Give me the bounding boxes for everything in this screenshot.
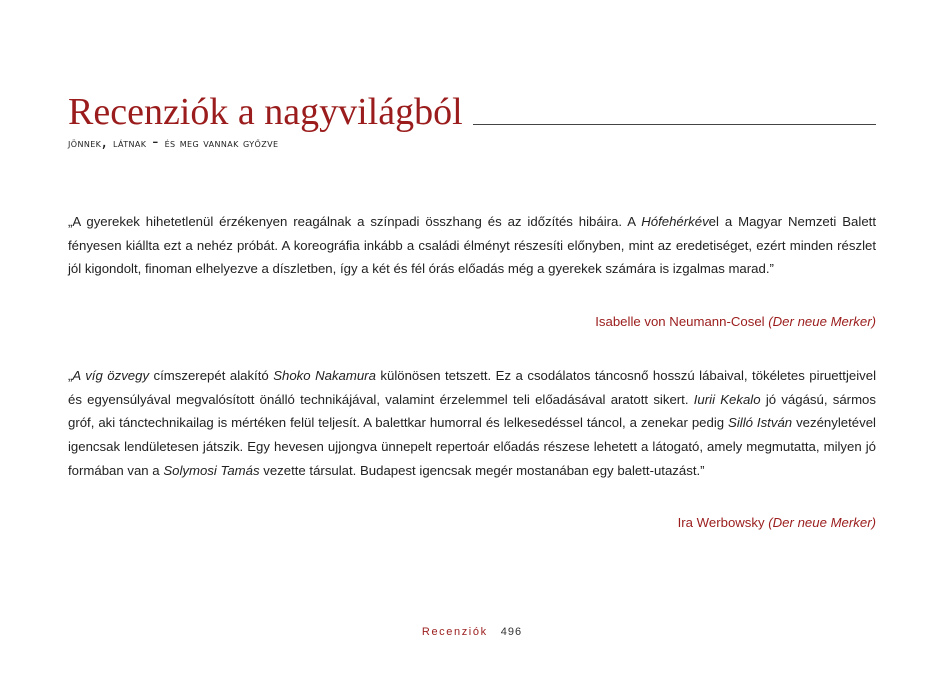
review2-name-sillo: Silló István [728,415,793,431]
subtitle-dash: - [146,132,165,152]
review2-title-vig-ozvegy: A víg özvegy [72,368,150,383]
review1-source: (Der neue Merker) [768,314,876,329]
review2-text-5: vezényletével igencsak lendületesen játszik. Egy hevesen ujjongva ünnepelt repertoár előadás részese lehetett a látogató, amely megmutatta, milyen jó formában van a [68,415,876,478]
review2-name-kekalo: Iurii Kekalo [693,391,761,407]
review2-text-4: jó vágású, sármos gróf, aki tánctechnikailag is mértéken felül teljesít. A balettkar humorral és lelkesedéssel táncol, a zenekar pedig [68,391,876,431]
page-footer [0,626,944,638]
page-title: Recenziók a nagyvilágból [68,91,463,133]
review2-text-3: különösen tetszett. Ez a csodálatos táncosnő hosszú lábaival, tökéletes piruettjeivel és egyensúlyával megvalósított önálló technikájával, valamint érzelemmel teli előadásával aratott sikert. [68,368,877,407]
review2-name-nakamura: Shoko Nakamura [273,368,376,383]
footer-section-name: Recenziók [421,626,488,638]
subtitle-part-3: és meg vannak győzve [164,136,279,150]
subtitle-part-1: jönnek [68,136,102,150]
review1-text-1: „A gyerekek hihetetlenül érzékenyen reagálnak a színpadi összhang és az időzítés hibáira. A [68,214,642,229]
review-attribution-1 [68,313,876,331]
review1-text-2: el a Magyar Nemzeti Balett fényesen kiállta ezt a nehéz próbát. A koreográfia inkább a családi élményt részesíti előnyben, mint az eredetiséget, ezért minden részlet jól kigondolt, finoman elhelyezve a díszletben, így a két és fél órás előadás még a gyerekek számára is izgalmas marad.” [68,214,876,277]
review1-author: Isabelle von Neumann-Cosel [595,314,765,329]
review2-source: (Der neue Merker) [768,515,876,530]
review-quote-1 [68,210,876,281]
title-row [68,92,876,132]
review-attribution-2 [68,514,876,532]
subtitle-comma: , [101,132,113,152]
review2-text-1: „ [68,368,73,383]
page-number: 496 [500,626,523,638]
review2-text-2: címszerepét alakító [149,368,274,383]
review2-name-solymosi: Solymosi Tamás [163,462,260,478]
title-rule [473,124,876,125]
review2-text-6: vezette társulat. Budapest igencsak megér mostanában egy balett-utazást.” [259,462,705,478]
subtitle-part-2: látnak [112,136,147,150]
review1-title-hofeherke: Hófehérkév [641,214,709,229]
page-header [68,92,876,152]
review-quote-2 [68,364,876,483]
page-subtitle [68,133,876,152]
review2-author: Ira Werbowsky [677,515,765,530]
